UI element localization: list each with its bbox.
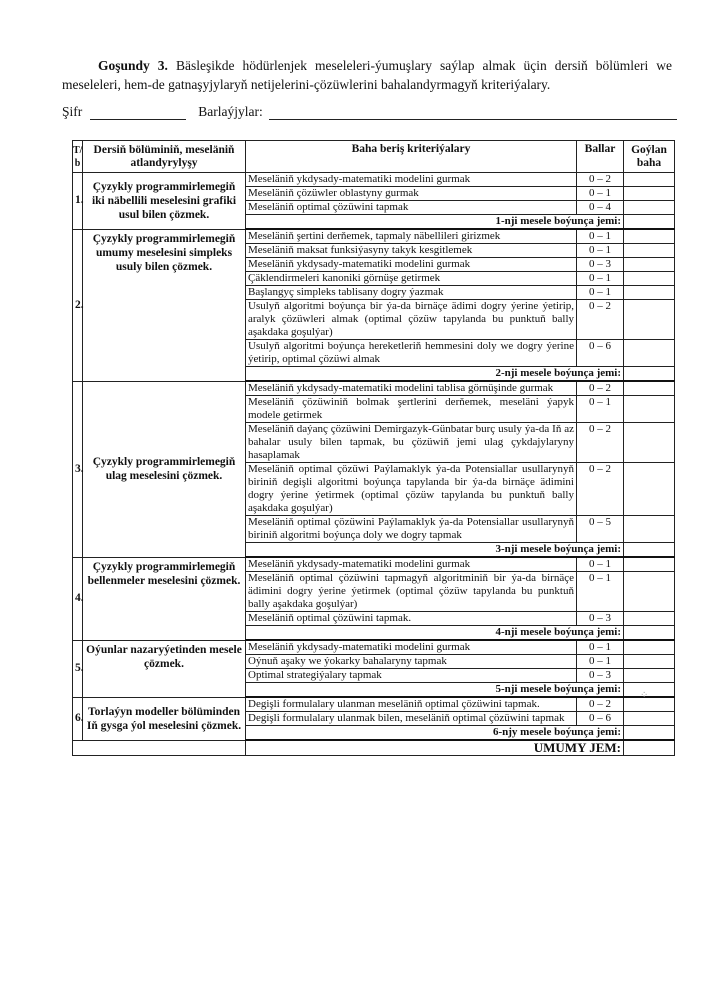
given-score-input[interactable] bbox=[624, 229, 675, 244]
criterion-text: Meseläniň ykdysady-matematiki modelini gurmak bbox=[246, 173, 577, 187]
intro-paragraph bbox=[62, 56, 672, 94]
criterion-text: Degişli formulalary ulanman meseläniň optimal çözüwini tapmak. bbox=[246, 697, 577, 712]
given-score-input[interactable] bbox=[624, 712, 675, 726]
given-score-input[interactable] bbox=[624, 557, 675, 572]
criterion-points: 0 – 1 bbox=[577, 286, 624, 300]
problem-number: 4. bbox=[73, 557, 83, 640]
criterion-points: 0 – 1 bbox=[577, 396, 624, 423]
given-score-input[interactable] bbox=[624, 655, 675, 669]
given-score-input[interactable] bbox=[624, 516, 675, 543]
problem-section: Çyzykly programmirlemegiň bellenmeler meselesini çözmek. bbox=[83, 557, 246, 640]
problem-number: 1. bbox=[73, 173, 83, 230]
criterion-text: Meseläniň ykdysady-matematiki modelini tablisa görnüşinde gurmak bbox=[246, 381, 577, 396]
given-score-input[interactable] bbox=[624, 381, 675, 396]
problem-total-label: 1-nji mesele boýunça jemi: bbox=[246, 215, 624, 230]
criterion-row bbox=[73, 640, 675, 655]
criterion-text: Meseläniň ykdysady-matematiki modelini gurmak bbox=[246, 640, 577, 655]
given-score-input[interactable] bbox=[624, 300, 675, 340]
criterion-points: 0 – 5 bbox=[577, 516, 624, 543]
scan-speck: ⁘ bbox=[640, 690, 649, 701]
criterion-points: 0 – 3 bbox=[577, 612, 624, 626]
criterion-row bbox=[73, 381, 675, 396]
problem-total-label: 6-njy mesele boýunça jemi: bbox=[246, 726, 624, 741]
problem-total-input[interactable] bbox=[624, 626, 675, 641]
criterion-text: Meseläniň optimal çözüwini tapmak. bbox=[246, 612, 577, 626]
problem-section: Çyzykly programmirlemegiň ulag meselesini çözmek. bbox=[83, 381, 246, 557]
criterion-points: 0 – 1 bbox=[577, 272, 624, 286]
criterion-text: Optimal strategiýalary tapmak bbox=[246, 669, 577, 683]
given-score-input[interactable] bbox=[624, 173, 675, 187]
criterion-row bbox=[73, 557, 675, 572]
header-num: T/ b bbox=[73, 141, 83, 173]
participants-label: Barlaýjylar: bbox=[198, 104, 263, 119]
criterion-points: 0 – 1 bbox=[577, 572, 624, 612]
problem-section: Torlaýyn modeller bölüminden Iň gysga ýol meselesini çözmek. bbox=[83, 697, 246, 740]
given-score-input[interactable] bbox=[624, 187, 675, 201]
cipher-field[interactable] bbox=[90, 105, 186, 120]
problem-number: 6. bbox=[73, 697, 83, 740]
criterion-row bbox=[73, 229, 675, 244]
criterion-text: Meseläniň şertini derňemek, tapmaly näbellileri girizmek bbox=[246, 229, 577, 244]
criterion-text: Meseläniň çözüwler oblastyny gurmak bbox=[246, 187, 577, 201]
appendix-label: Goşundy 3. bbox=[98, 58, 168, 73]
criterion-text: Usulyň algoritmi boýunça bir ýa-da birnäçe ädimi dogry ýerine ýetirip, aralyk çözüwleri almak (optimal çözüw tapylanda bu punktuň bally aşakdaka goşulýar) bbox=[246, 300, 577, 340]
given-score-input[interactable] bbox=[624, 258, 675, 272]
problem-number: 3. bbox=[73, 381, 83, 557]
criterion-points: 0 – 3 bbox=[577, 669, 624, 683]
problem-total-label: 2-nji mesele boýunça jemi: bbox=[246, 367, 624, 382]
intro-text: Bäsleşikde hödürlenjek meseleleri-ýumuşlary saýlap almak üçin dersiň bölümleri we meseleleri, hem-de gatnaşyjylaryň netijelerini-çözüwlerini bahalandyrmagyň kriteriýalary. bbox=[62, 58, 673, 92]
given-score-input[interactable] bbox=[624, 669, 675, 683]
criterion-points: 0 – 2 bbox=[577, 463, 624, 516]
criterion-points: 0 – 2 bbox=[577, 300, 624, 340]
empty-cell bbox=[73, 740, 246, 755]
criterion-text: Meseläniň ykdysady-matematiki modelini gurmak bbox=[246, 557, 577, 572]
criterion-points: 0 – 3 bbox=[577, 258, 624, 272]
given-score-input[interactable] bbox=[624, 572, 675, 612]
problem-total-input[interactable] bbox=[624, 543, 675, 558]
criterion-text: Usulyň algoritmi boýunça hereketleriň hemmesini doly we dogry ýerine ýetirip, optimal çözüwi almak bbox=[246, 340, 577, 367]
problem-total-input[interactable] bbox=[624, 683, 675, 698]
criterion-text: Meseläniň maksat funksiýasyny takyk kesgitlemek bbox=[246, 244, 577, 258]
problem-section: Çyzykly programmirlemegiň iki näbellili meselesini grafiki usul bilen çözmek. bbox=[83, 173, 246, 230]
grand-total-input[interactable] bbox=[624, 740, 675, 755]
grand-total-label: UMUMY JEM: bbox=[246, 740, 624, 755]
criterion-points: 0 – 1 bbox=[577, 244, 624, 258]
criterion-points: 0 – 1 bbox=[577, 557, 624, 572]
given-score-input[interactable] bbox=[624, 286, 675, 300]
problem-number: 5. bbox=[73, 640, 83, 697]
criterion-points: 0 – 6 bbox=[577, 712, 624, 726]
given-score-input[interactable] bbox=[624, 463, 675, 516]
header-criteria: Baha beriş kriteriýalary bbox=[246, 141, 577, 173]
given-score-input[interactable] bbox=[624, 640, 675, 655]
problem-section: Çyzykly programmirlemegiň umumy meselesini simpleks usuly bilen çözmek. bbox=[83, 229, 246, 381]
given-score-input[interactable] bbox=[624, 396, 675, 423]
criterion-text: Meseläniň optimal çözüwini tapmagyň algoritminiň bir ýa-da birnäçe ädimini dogry ýerine ýetirmek (optimal çözüw tapylanda bu punktuň bally aşakdaka goşulýar) bbox=[246, 572, 577, 612]
header-points: Ballar bbox=[577, 141, 624, 173]
given-score-input[interactable] bbox=[624, 272, 675, 286]
criterion-points: 0 – 1 bbox=[577, 640, 624, 655]
problem-total-label: 4-nji mesele boýunça jemi: bbox=[246, 626, 624, 641]
criterion-points: 0 – 1 bbox=[577, 229, 624, 244]
criterion-points: 0 – 2 bbox=[577, 423, 624, 463]
criterion-row bbox=[73, 173, 675, 187]
given-score-input[interactable] bbox=[624, 423, 675, 463]
given-score-input[interactable] bbox=[624, 201, 675, 215]
criterion-text: Meseläniň çözüwiniň bolmak şertlerini derňemek, meseläni ýapyk modele getirmek bbox=[246, 396, 577, 423]
problem-total-label: 3-nji mesele boýunça jemi: bbox=[246, 543, 624, 558]
header-section: Dersiň bölüminiň, meseläniň atlandyrylyşy bbox=[83, 141, 246, 173]
criterion-text: Başlangyç simpleks tablisany dogry ýazmak bbox=[246, 286, 577, 300]
problem-total-input[interactable] bbox=[624, 367, 675, 382]
criterion-text: Meseläniň ykdysady-matematiki modelini gurmak bbox=[246, 258, 577, 272]
problem-total-label: 5-nji mesele boýunça jemi: bbox=[246, 683, 624, 698]
cipher-label: Şifr bbox=[62, 104, 83, 119]
cipher-line bbox=[62, 104, 677, 120]
problem-section: Oýunlar nazaryýetinden mesele çözmek. bbox=[83, 640, 246, 697]
criterion-text: Meseläniň optimal çözüwini tapmak bbox=[246, 201, 577, 215]
criterion-points: 0 – 1 bbox=[577, 655, 624, 669]
criteria-table bbox=[72, 140, 675, 756]
problem-total-input[interactable] bbox=[624, 215, 675, 230]
criterion-text: Oýnuň aşaky we ýokarky bahalaryny tapmak bbox=[246, 655, 577, 669]
criterion-points: 0 – 2 bbox=[577, 173, 624, 187]
given-score-input[interactable] bbox=[624, 612, 675, 626]
given-score-input[interactable] bbox=[624, 340, 675, 367]
header-given: Goýlan baha bbox=[624, 141, 675, 173]
criterion-points: 0 – 2 bbox=[577, 697, 624, 712]
given-score-input[interactable] bbox=[624, 697, 675, 712]
criterion-points: 0 – 6 bbox=[577, 340, 624, 367]
criterion-text: Meseläniň daýanç çözüwini Demirgazyk-Günbatar burç usuly ýa-da Iň az bahalar usuly bilen tapmak, bu çözüwiň jemi ulag çykdajylaryny hasaplamak bbox=[246, 423, 577, 463]
criterion-points: 0 – 2 bbox=[577, 381, 624, 396]
criterion-points: 0 – 4 bbox=[577, 201, 624, 215]
criterion-text: Degişli formulalary ulanmak bilen, meseläniň optimal çözüwini tapmak bbox=[246, 712, 577, 726]
criterion-text: Meseläniň optimal çözüwi Paýlamaklyk ýa-da Potensiallar usullarynyň biriniň degişli algoritmi boýunça tapylanda bir ýa-da birnäçe ädimini dogry ýerine ýetirmek (optimal çözüw tapylanda bu punktuň bally aşakdaka goşulýar) bbox=[246, 463, 577, 516]
problem-number: 2. bbox=[73, 229, 83, 381]
problem-total-input[interactable] bbox=[624, 726, 675, 741]
criterion-text: Meseläniň optimal çözüwini Paýlamaklyk ýa-da Potensiallar usullarynyň biriniň algoritmi boýunça doly we dogry tapmak bbox=[246, 516, 577, 543]
criterion-text: Çäklendirmeleri kanoniki görnüşe getirmek bbox=[246, 272, 577, 286]
criterion-row bbox=[73, 697, 675, 712]
criterion-points: 0 – 1 bbox=[577, 187, 624, 201]
participants-field[interactable] bbox=[269, 105, 677, 120]
given-score-input[interactable] bbox=[624, 244, 675, 258]
